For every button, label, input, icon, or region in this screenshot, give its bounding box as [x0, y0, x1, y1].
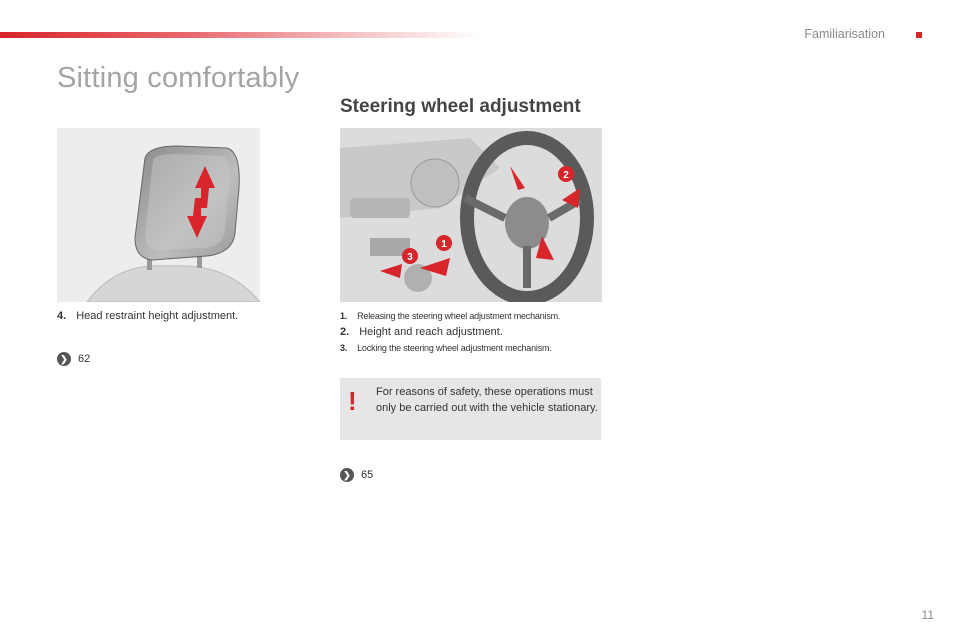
warning-icon: ! [348, 386, 357, 416]
callout-3: 3 [407, 252, 413, 263]
steering-item-text: Height and reach adjustment. [359, 326, 503, 338]
warning-text: For reasons of safety, these operations must only be carried out with the vehicle stationary. [376, 386, 598, 414]
headrest-illustration [57, 128, 260, 302]
steering-item-number: 1. [340, 311, 348, 321]
steering-page-ref[interactable] [340, 468, 373, 482]
ref-arrow-icon: ❯ [57, 352, 71, 366]
headrest-caption [57, 310, 238, 322]
headrest-page-ref[interactable] [57, 352, 90, 366]
callout-1: 1 [441, 239, 447, 250]
steering-item [340, 326, 503, 338]
steering-item-text: Releasing the steering wheel adjustment mechanism. [357, 311, 561, 321]
headrest-caption-text: Head restraint height adjustment. [76, 310, 239, 322]
page-number: 11 [921, 608, 934, 622]
section-marker-icon [916, 32, 922, 38]
steering-section-title: Steering wheel adjustment [340, 96, 581, 117]
steering-ref-page: 65 [361, 469, 374, 481]
page-title: Sitting comfortably [57, 62, 300, 94]
steering-item-number: 3. [340, 343, 348, 353]
section-label: Familiarisation [804, 27, 885, 41]
callout-2: 2 [563, 170, 569, 181]
safety-warning [340, 378, 601, 440]
steering-wheel-illustration [340, 128, 602, 302]
headrest-ref-page: 62 [78, 353, 91, 365]
header-accent-bar [0, 32, 480, 38]
steering-item-text: Locking the steering wheel adjustment mechanism. [357, 343, 552, 353]
ref-arrow-icon: ❯ [340, 468, 354, 482]
headrest-caption-number: 4. [57, 310, 67, 322]
steering-item [340, 311, 560, 321]
steering-item-number: 2. [340, 326, 350, 338]
steering-item [340, 343, 552, 353]
